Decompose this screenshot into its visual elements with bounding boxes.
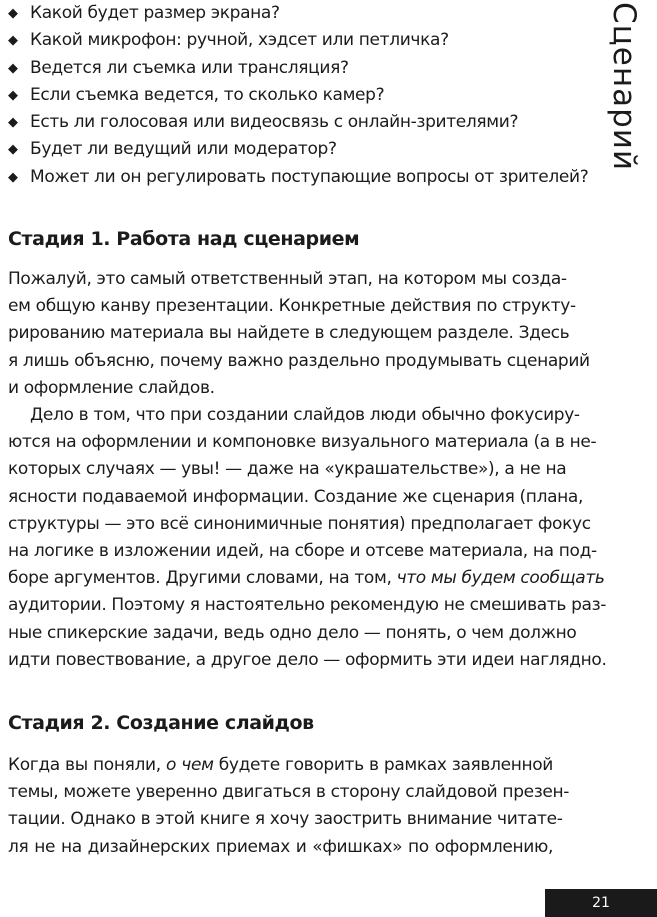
list-item: ◆ Есть ли голосовая или видеосвязь с онлайн-зрителями? (8, 109, 568, 136)
section-heading-stage-1: Стадия 1. Работа над сценарием (8, 228, 360, 250)
diamond-bullet-icon: ◆ (8, 87, 18, 103)
list-item: ◆ Ведется ли съемка или трансляция? (8, 55, 568, 82)
paragraph-3: Когда вы поняли, о чем будете говорить в рамках заявленной темы, можете уверенно двигаться в сторону слайдовой презен- тации. Однако в этой книге я хочу заострить внимание читате- ля не на дизайнерских приемах и «фишках» по оформлению, (8, 752, 553, 861)
chapter-side-title: Сценарий (606, 2, 642, 172)
section-heading-stage-2: Стадия 2. Создание слайдов (8, 712, 314, 734)
diamond-bullet-icon: ◆ (8, 33, 18, 49)
diamond-bullet-icon: ◆ (8, 60, 18, 76)
diamond-bullet-icon: ◆ (8, 169, 18, 185)
paragraph-2-line-7: боре аргументов. Другими словами, на том, что мы будем сообщать (8, 568, 605, 589)
diamond-bullet-icon: ◆ (8, 6, 18, 21)
paragraph-2: Дело в том, что при создании слайдов люди обычно фокусиру- ются на оформлении и компоновке визуального материала (а в не- которых случаях — увы! — даже на «украшательстве»), а не на ясности подаваемой информации. Создание же сценария (плана, структуры — это всё синонимичные понятия) предполагает фокус на логике в изложении идей, на сборе и отсеве материала, на под- боре аргументов. Другими словами, на том, что мы будем сообщать аудитории. Поэтому я настоятельно рекомендую не смешивать раз- ные спикерские задачи, ведь одно дело — понять, о чем должно идти повествование, а другое дело — оформить эти идеи наглядно. (8, 405, 607, 670)
list-item: ◆ Какой будет размер экрана? (8, 0, 568, 27)
list-item: ◆ Если съемка ведется, то сколько камер? (8, 82, 568, 109)
paragraph-1: Пожалуй, это самый ответственный этап, на котором мы созда- ем общую канву презентации. Конкретные действия по структу- рированию материала вы найдете в следующем разделе. Здесь я лишь объясню, почему важно раздельно продумывать сценарий и оформление слайдов. (8, 269, 590, 398)
list-item: ◆ Какой микрофон: ручной, хэдсет или петличка? (8, 27, 568, 54)
paragraph-3-line-1: Когда вы поняли, о чем будете говорить в рамках заявленной (8, 755, 553, 775)
page-number: 21 (545, 889, 657, 917)
diamond-bullet-icon: ◆ (8, 142, 18, 158)
list-item: ◆ Может ли он регулировать поступающие вопросы от зрителей? (8, 164, 568, 191)
checklist (8, 0, 589, 191)
list-item: ◆ Будет ли ведущий или модератор? (8, 136, 568, 163)
diamond-bullet-icon: ◆ (8, 115, 18, 131)
